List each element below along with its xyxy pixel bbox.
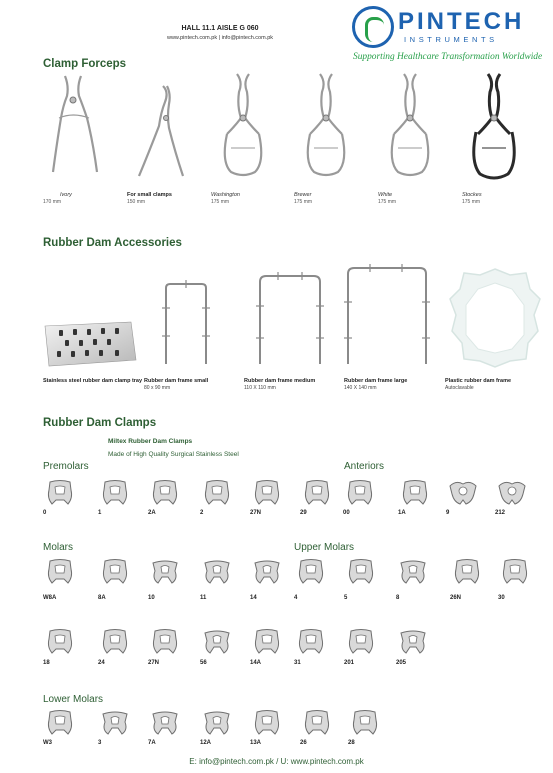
clamp-number: 30: [498, 595, 505, 601]
acc-label-tray: Stainless steel rubber dam clamp tray: [43, 378, 143, 384]
rubber-dam-clamp-icon: [398, 557, 428, 585]
clamp-number: 14A: [250, 660, 262, 666]
clamp-number: 12A: [200, 740, 212, 746]
forceps-name: For small clamps: [127, 192, 172, 198]
acc-label-frame-medium: Rubber dam frame medium: [244, 378, 316, 384]
rubber-dam-clamp-icon: [150, 478, 180, 506]
clamp-number: 8: [396, 595, 400, 601]
rubber-dam-clamp-icon: [346, 627, 376, 655]
frame-plastic-image: [448, 265, 543, 370]
rubber-dam-clamp-icon: [45, 708, 75, 736]
clamp-number: 9: [446, 510, 450, 516]
clamp-number: 8A: [98, 595, 106, 601]
logo-mark-icon: [352, 6, 394, 48]
group-title-molars: Molars: [43, 542, 74, 553]
rubber-dam-clamp-icon: [252, 478, 282, 506]
stockes-forceps-icon: [464, 72, 524, 184]
clamp-number: W8A: [43, 595, 57, 601]
clamp-number: 1A: [398, 510, 406, 516]
footer-contact: E: info@pintech.com.pk / U: www.pintech.com.pk: [189, 757, 364, 766]
rubber-dam-clamp-icon: [252, 708, 282, 736]
rubber-dam-clamp-icon: [452, 557, 482, 585]
rubber-dam-clamp-icon: [45, 478, 75, 506]
rubber-dam-clamp-icon: [500, 557, 530, 585]
rubber-dam-clamp-icon: [202, 478, 232, 506]
forceps-size: 175 mm: [378, 199, 397, 205]
clamp-number: 00: [343, 510, 350, 516]
forceps-size: 150 mm: [127, 199, 146, 205]
clamp-number: 212: [495, 510, 506, 516]
group-title-upper-molars: Upper Molars: [294, 542, 355, 553]
acc-size-frame-plastic: Autoclavable: [445, 385, 474, 391]
acc-label-frame-small: Rubber dam frame small: [144, 378, 209, 384]
clamp-number: 11: [200, 595, 207, 601]
clamp-number: 14: [250, 595, 257, 601]
clamp-number: 10: [148, 595, 155, 601]
rubber-dam-clamp-icon: [100, 708, 130, 736]
rubber-dam-clamp-icon: [45, 627, 75, 655]
forceps-name: White: [378, 192, 393, 198]
forceps-size: 170 mm: [43, 199, 62, 205]
clamp-number: 31: [294, 660, 301, 666]
group-title-premolars: Premolars: [43, 461, 89, 472]
rubber-dam-clamp-icon: [345, 478, 375, 506]
frame-large-image: [340, 262, 435, 368]
clamp-number: 27N: [148, 660, 160, 666]
brewer-forceps-icon: [296, 72, 356, 184]
clamp-number: 28: [348, 740, 355, 746]
small-forceps-icon: [129, 72, 189, 184]
forceps-name: Brewer: [294, 192, 312, 198]
rubber-dam-clamp-icon: [252, 557, 282, 585]
clamp-number: 2A: [148, 510, 156, 516]
rubber-dam-clamp-icon: [202, 627, 232, 655]
group-title-anteriors: Anteriors: [344, 461, 385, 472]
forceps-name: Stockes: [462, 192, 482, 198]
hall-info: HALL 11.1 AISLE G 060: [181, 25, 259, 32]
clamp-number: 0: [43, 510, 47, 516]
clamp-number: 2: [200, 510, 204, 516]
acc-label-frame-plastic: Plastic rubber dam frame: [445, 378, 512, 384]
clamp-number: 13A: [250, 740, 262, 746]
ivory-forceps-icon: [45, 72, 105, 184]
frame-small-image: [150, 278, 220, 368]
section-title-accessories: Rubber Dam Accessories: [43, 237, 182, 249]
rubber-dam-clamp-icon: [346, 557, 376, 585]
acc-size-frame-large: 140 X 140 mm: [344, 385, 377, 391]
forceps-size: 175 mm: [294, 199, 313, 205]
rubber-dam-clamp-icon: [302, 478, 332, 506]
rubber-dam-clamp-icon: [150, 627, 180, 655]
clamp-number: 4: [294, 595, 298, 601]
rubber-dam-clamp-icon: [150, 708, 180, 736]
clamp-number: 3: [98, 740, 102, 746]
section-title-clamp-forceps: Clamp Forceps: [43, 58, 127, 70]
clamp-number: 201: [344, 660, 355, 666]
brand-name: Miltex Rubber Dam Clamps: [108, 438, 193, 445]
rubber-dam-clamp-icon: [45, 557, 75, 585]
section-title-clamps: Rubber Dam Clamps: [43, 417, 157, 429]
pintech-logo: [352, 4, 547, 66]
rubber-dam-clamp-icon: [202, 708, 232, 736]
forceps-name: Ivory: [60, 192, 72, 198]
clamp-number: 27N: [250, 510, 262, 516]
forceps-name: Washington: [211, 192, 240, 198]
rubber-dam-clamp-icon: [302, 708, 332, 736]
rubber-dam-clamp-icon: [100, 627, 130, 655]
clamp-number: 24: [98, 660, 105, 666]
clamp-number: 56: [200, 660, 207, 666]
acc-size-frame-medium: 110 X 110 mm: [244, 385, 276, 391]
acc-label-frame-large: Rubber dam frame large: [344, 378, 408, 384]
rubber-dam-clamp-icon: [100, 557, 130, 585]
clamp-number: 205: [396, 660, 407, 666]
clamp-number: 7A: [148, 740, 156, 746]
rubber-dam-clamp-icon: [350, 708, 380, 736]
rubber-dam-clamp-icon: [100, 478, 130, 506]
brand-subtitle: Made of High Quality Surgical Stainless Steel: [108, 451, 239, 458]
rubber-dam-clamp-icon: [296, 557, 326, 585]
clamp-number: W3: [43, 740, 52, 746]
clamp-number: 18: [43, 660, 50, 666]
clamp-tray-image: [43, 320, 138, 368]
rubber-dam-clamp-icon: [497, 478, 527, 506]
rubber-dam-clamp-icon: [150, 557, 180, 585]
rubber-dam-clamp-icon: [400, 478, 430, 506]
logo-subtitle: INSTRUMENTS: [404, 35, 498, 44]
forceps-size: 175 mm: [211, 199, 230, 205]
contact-line: www.pintech.com.pk | info@pintech.com.pk: [166, 35, 274, 41]
rubber-dam-clamp-icon: [448, 478, 478, 506]
washington-forceps-icon: [213, 72, 273, 184]
clamp-number: 26: [300, 740, 307, 746]
rubber-dam-clamp-icon: [296, 627, 326, 655]
acc-size-frame-small: 80 x 90 mm: [144, 385, 171, 391]
clamp-number: 1: [98, 510, 102, 516]
clamp-number: 29: [300, 510, 307, 516]
logo-name: PINTECH: [398, 8, 525, 35]
clamp-number: 5: [344, 595, 348, 601]
frame-medium-image: [250, 268, 330, 368]
rubber-dam-clamp-icon: [398, 627, 428, 655]
clamp-number: 26N: [450, 595, 462, 601]
white-forceps-icon: [380, 72, 440, 184]
rubber-dam-clamp-icon: [252, 627, 282, 655]
rubber-dam-clamp-icon: [202, 557, 232, 585]
group-title-lower-molars: Lower Molars: [43, 694, 104, 705]
forceps-size: 175 mm: [462, 199, 481, 205]
logo-tagline: Supporting Healthcare Transformation Worldwide: [353, 52, 543, 62]
